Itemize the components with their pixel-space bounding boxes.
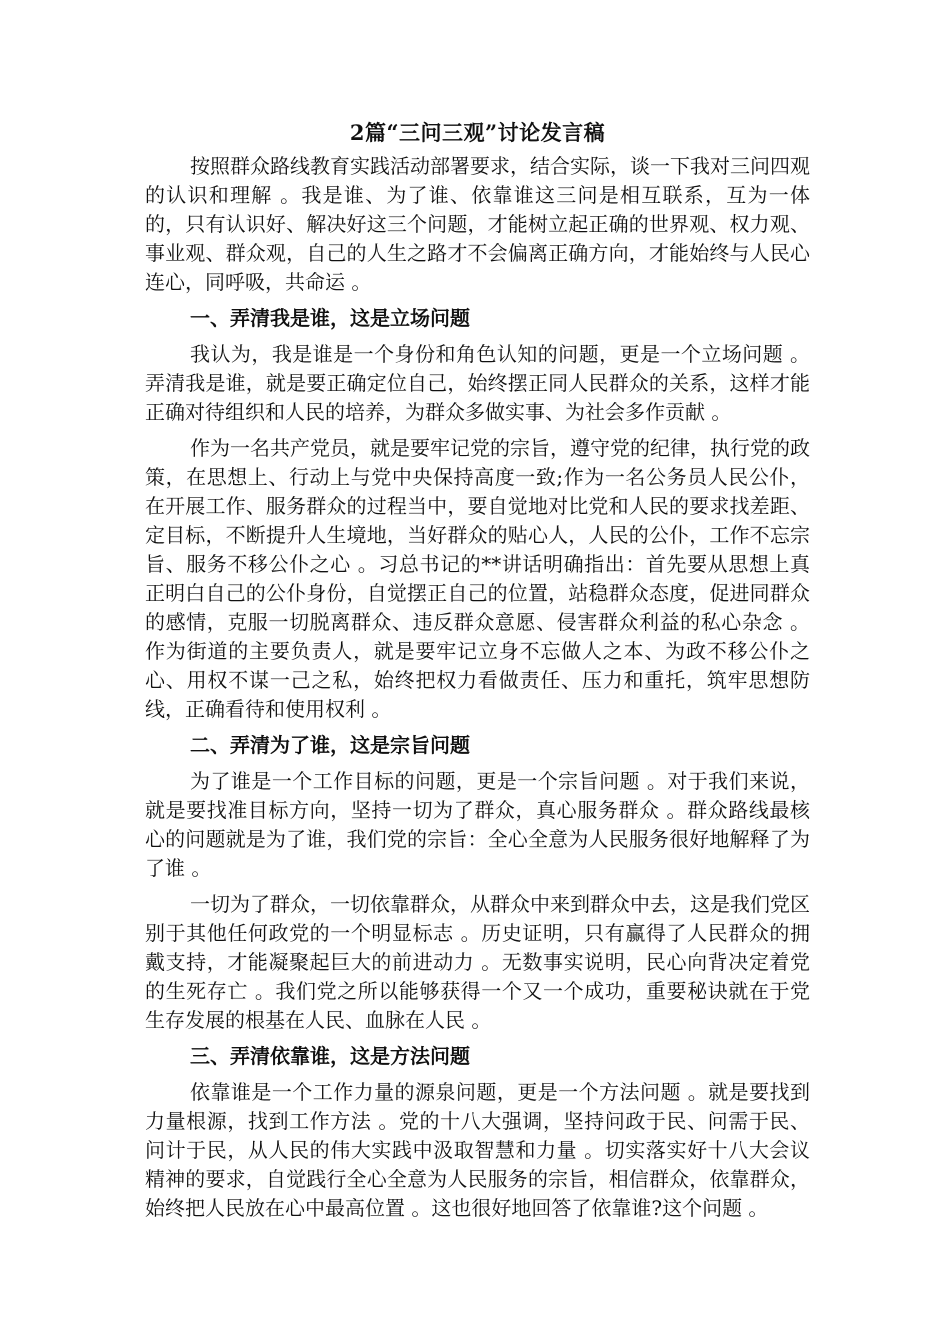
section-2-heading: 二、弄清为了谁，这是宗旨问题: [190, 733, 470, 757]
section-3-paragraph-1: 依靠谁是一个工作力量的源泉问题，更是一个方法问题 。就是要找到力量根源，找到工作方法 。党的十八大强调，坚持问政于民、问需于民、问计于民，从人民的伟大实践中汲取智慧和力量 。切实落实好十八大会议精神的要求，自觉践行全心全意为人民服务的宗旨，相信群众，依靠群众，始终把人民放在心中最高位置 。这也很好地回答了依靠谁?这个问题 。: [145, 1080, 810, 1220]
document-title: 2篇“三问三观”讨论发言稿: [349, 120, 606, 145]
section-1-paragraph-1: 我认为，我是谁是一个身份和角色认知的问题，更是一个立场问题 。弄清我是谁，就是要正确定位自己，始终摆正同人民群众的关系，这样才能正确对待组织和人民的培养，为群众多做实事、为社会多作贡献 。: [145, 342, 810, 424]
intro-paragraph: 按照群众路线教育实践活动部署要求，结合实际，谈一下我对三问四观的认识和理解 。我是谁、为了谁、依靠谁这三问是相互联系，互为一体的，只有认识好、解决好这三个问题，才能树立起正确的世界观、权力观、事业观、群众观，自己的人生之路才不会偏离正确方向，才能始终与人民心连心，同呼吸，共命运 。: [145, 154, 810, 294]
section-2-paragraph-1: 为了谁是一个工作目标的问题，更是一个宗旨问题 。对于我们来说，就是要找准目标方向，坚持一切为了群众，真心服务群众 。群众路线最核心的问题就是为了谁，我们党的宗旨：全心全意为人民服务很好地解释了为了谁 。: [145, 769, 810, 880]
section-2-paragraph-2: 一切为了群众，一切依靠群众，从群众中来到群众中去，这是我们党区别于其他任何政党的一个明显标志 。历史证明，只有赢得了人民群众的拥戴支持，才能凝聚起巨大的前进动力 。无数事实说明，民心向背决定着党的生死存亡 。我们党之所以能够获得一个又一个成功，重要秘诀就在于党生存发展的根基在人民、血脉在人民 。: [145, 892, 810, 1032]
section-1-heading: 一、弄清我是谁，这是立场问题: [190, 306, 470, 330]
section-3-heading: 三、弄清依靠谁，这是方法问题: [190, 1044, 470, 1068]
document-page: [145, 118, 810, 1230]
section-1-paragraph-2: 作为一名共产党员，就是要牢记党的宗旨，遵守党的纪律，执行党的政策，在思想上、行动上与党中央保持高度一致;作为一名公务员人民公仆，在开展工作、服务群众的过程当中，要自觉地对比党和人民的要求找差距、定目标，不断提升人生境地，当好群众的贴心人，人民的公仆，工作不忘宗旨、服务不移公仆之心 。习总书记的**讲话明确指出：首先要从思想上真正明白自己的公仆身份，自觉摆正自己的位置，站稳群众态度，促进同群众的感情，克服一切脱离群众、违反群众意愿、侵害群众利益的私心杂念 。作为街道的主要负责人，就是要牢记立身不忘做人之本、为政不移公仆之心、用权不谋一己之私，始终把权力看做责任、压力和重托，筑牢思想防线，正确看待和使用权利 。: [145, 436, 810, 721]
